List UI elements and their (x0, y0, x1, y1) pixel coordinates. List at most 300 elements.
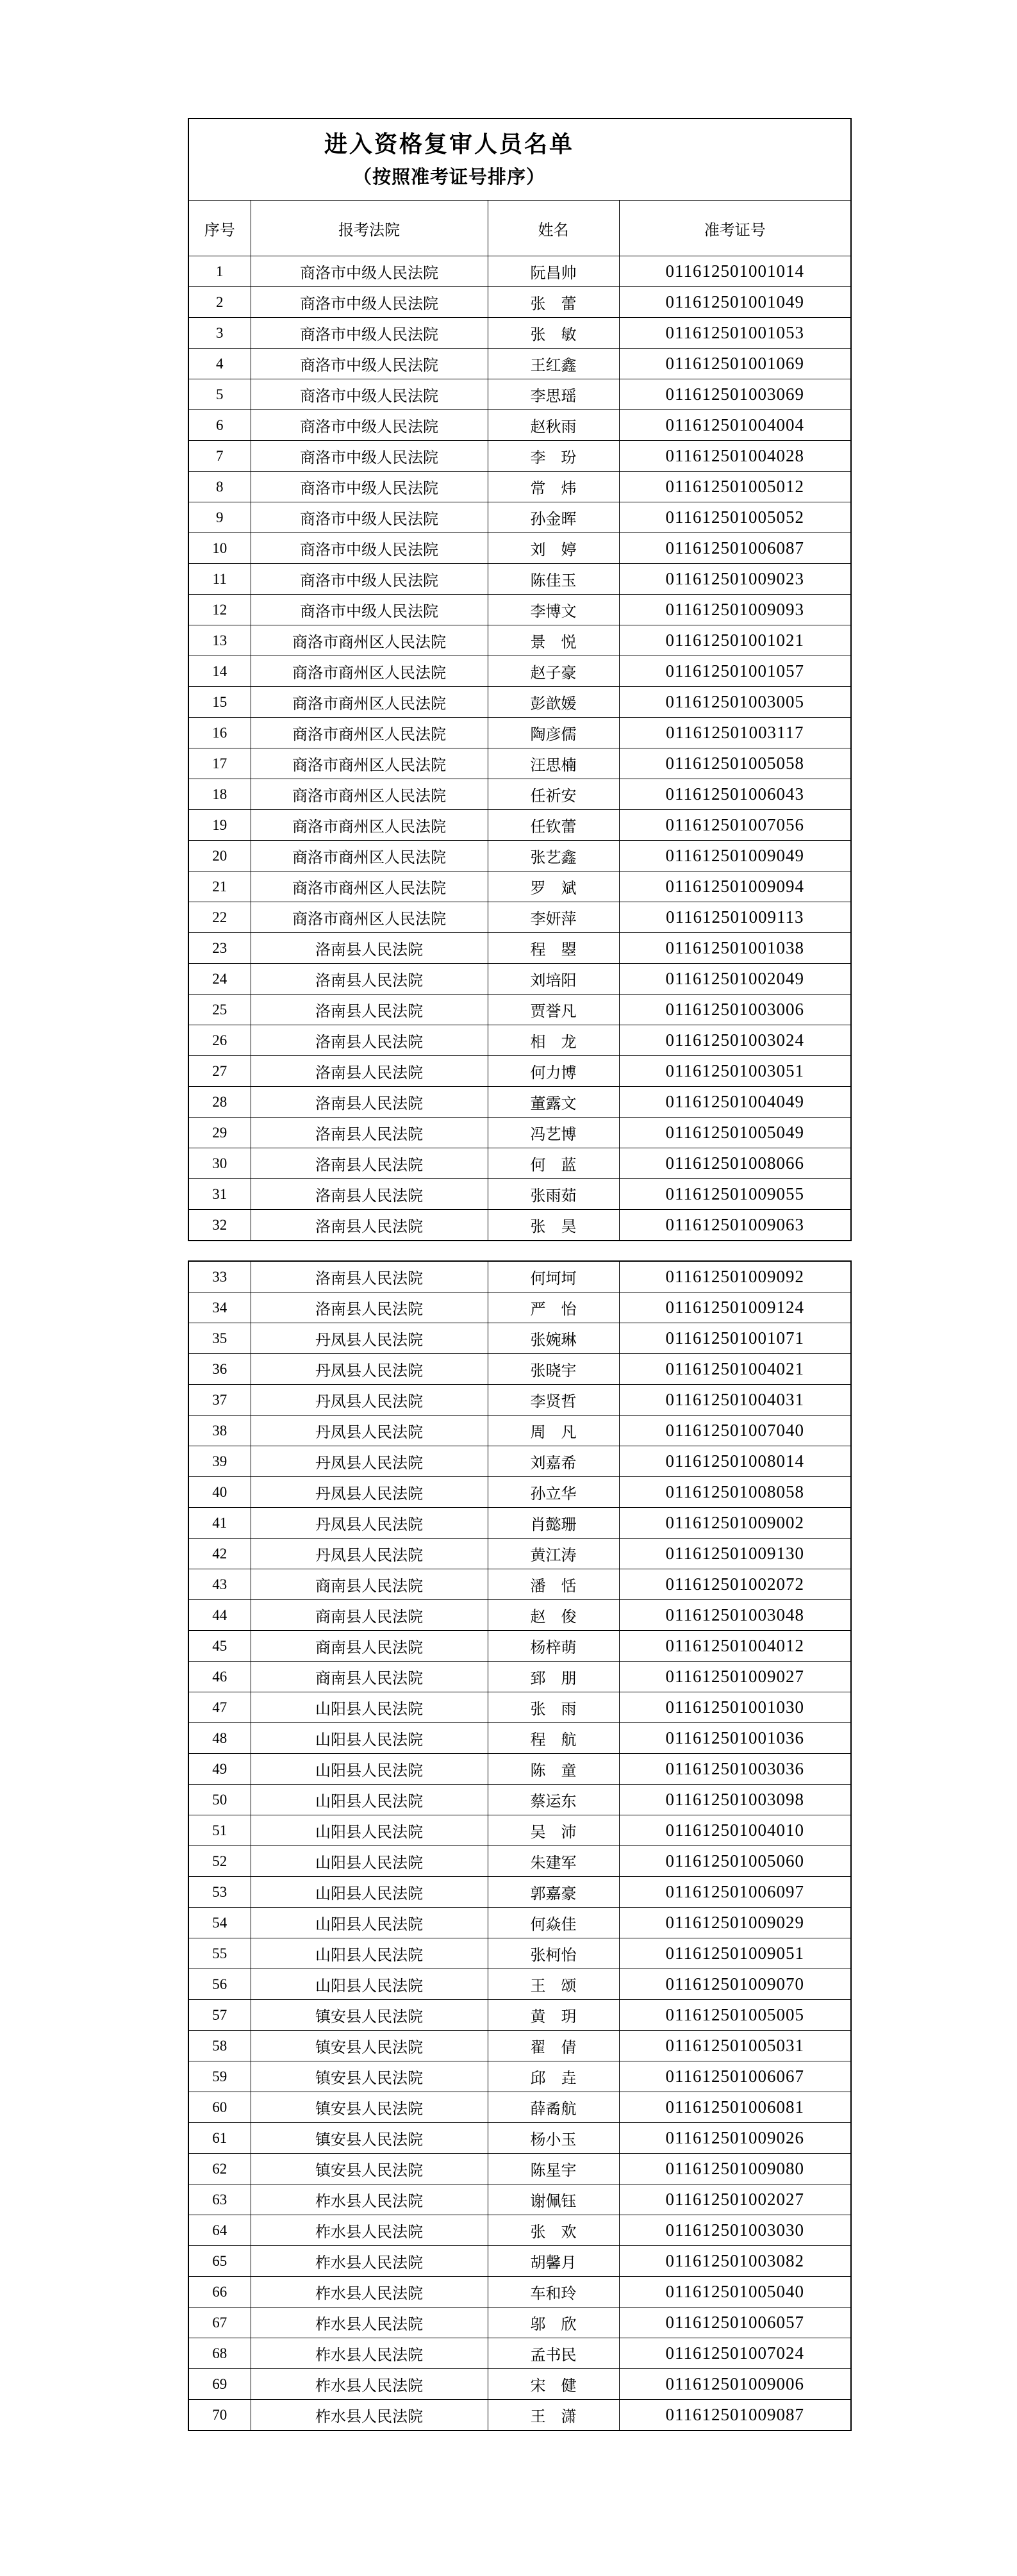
table-row (188, 2338, 851, 2369)
cell-ticket: 011612501004028 (619, 441, 851, 472)
cell-ticket: 011612501001053 (619, 318, 851, 349)
table-row (188, 779, 851, 810)
table-row (188, 2154, 851, 2184)
table-row (188, 748, 851, 779)
cell-ticket: 011612501003117 (619, 718, 851, 748)
cell-name: 陈佳玉 (488, 564, 619, 595)
cell-name: 冯艺博 (488, 1118, 619, 1148)
cell-court: 山阳县人民法院 (251, 1815, 488, 1846)
cell-ticket: 011612501006081 (619, 2092, 851, 2123)
table-row (188, 595, 851, 625)
cell-index: 25 (188, 995, 251, 1025)
table-row (188, 1210, 851, 1241)
cell-index: 27 (188, 1056, 251, 1087)
table-row (188, 472, 851, 502)
cell-court: 丹凤县人民法院 (251, 1354, 488, 1385)
cell-ticket: 011612501003098 (619, 1785, 851, 1815)
cell-index: 7 (188, 441, 251, 472)
cell-court: 商洛市商州区人民法院 (251, 902, 488, 933)
cell-court: 山阳县人民法院 (251, 1785, 488, 1815)
table-row (188, 933, 851, 964)
cell-index: 49 (188, 1754, 251, 1785)
cell-court: 山阳县人民法院 (251, 1692, 488, 1723)
cell-index: 50 (188, 1785, 251, 1815)
cell-court: 丹凤县人民法院 (251, 1477, 488, 1508)
cell-ticket: 011612501009027 (619, 1662, 851, 1692)
cell-name: 宋 健 (488, 2369, 619, 2400)
cell-name: 薛矞航 (488, 2092, 619, 2123)
cell-name: 孙立华 (488, 1477, 619, 1508)
cell-court: 商洛市商州区人民法院 (251, 656, 488, 687)
cell-index: 22 (188, 902, 251, 933)
roster-table-section-2 (188, 1260, 852, 2431)
cell-index: 56 (188, 1969, 251, 2000)
cell-name: 张 雨 (488, 1692, 619, 1723)
cell-name: 刘嘉希 (488, 1446, 619, 1477)
cell-name: 邱 垚 (488, 2061, 619, 2092)
table-row (188, 1477, 851, 1508)
page-title: 进入资格复审人员名单 (324, 131, 575, 158)
cell-index: 10 (188, 533, 251, 564)
cell-name: 车和玲 (488, 2277, 619, 2308)
table-row (188, 349, 851, 379)
cell-ticket: 011612501006057 (619, 2308, 851, 2338)
cell-court: 丹凤县人民法院 (251, 1416, 488, 1446)
cell-court: 商洛市中级人民法院 (251, 564, 488, 595)
cell-ticket: 011612501009002 (619, 1508, 851, 1539)
table-row (188, 1385, 851, 1416)
table-row (188, 2277, 851, 2308)
cell-index: 37 (188, 1385, 251, 1416)
cell-name: 彭歆媛 (488, 687, 619, 718)
cell-index: 54 (188, 1908, 251, 1938)
cell-index: 15 (188, 687, 251, 718)
cell-ticket: 011612501003069 (619, 379, 851, 410)
cell-ticket: 011612501009093 (619, 595, 851, 625)
cell-name: 黄 玥 (488, 2000, 619, 2031)
cell-court: 山阳县人民法院 (251, 1877, 488, 1908)
table-row (188, 2400, 851, 2431)
cell-court: 山阳县人民法院 (251, 1969, 488, 2000)
table-row (188, 2184, 851, 2215)
cell-name: 李思瑶 (488, 379, 619, 410)
cell-name: 周 凡 (488, 1416, 619, 1446)
table-row (188, 502, 851, 533)
cell-name: 何 蓝 (488, 1148, 619, 1179)
cell-index: 17 (188, 748, 251, 779)
cell-court: 柞水县人民法院 (251, 2184, 488, 2215)
cell-name: 谢佩钰 (488, 2184, 619, 2215)
table-header-row (188, 201, 851, 256)
cell-court: 商洛市中级人民法院 (251, 595, 488, 625)
cell-name: 严 怡 (488, 1292, 619, 1323)
cell-index: 66 (188, 2277, 251, 2308)
table-title-cell (188, 119, 851, 201)
cell-index: 68 (188, 2338, 251, 2369)
cell-court: 丹凤县人民法院 (251, 1323, 488, 1354)
cell-name: 张 蕾 (488, 287, 619, 318)
cell-name: 任祈安 (488, 779, 619, 810)
cell-court: 洛南县人民法院 (251, 1087, 488, 1118)
cell-ticket: 011612501009063 (619, 1210, 851, 1241)
cell-name: 陶彦儒 (488, 718, 619, 748)
cell-court: 商洛市中级人民法院 (251, 533, 488, 564)
column-header-court: 报考法院 (251, 201, 488, 256)
cell-index: 38 (188, 1416, 251, 1446)
cell-court: 山阳县人民法院 (251, 1846, 488, 1877)
table-row (188, 287, 851, 318)
table-row (188, 1148, 851, 1179)
cell-name: 何坷坷 (488, 1261, 619, 1292)
table-row (188, 1539, 851, 1569)
cell-name: 程 航 (488, 1723, 619, 1754)
cell-ticket: 011612501009023 (619, 564, 851, 595)
table-row (188, 1846, 851, 1877)
cell-ticket: 011612501003006 (619, 995, 851, 1025)
table-row (188, 1723, 851, 1754)
cell-index: 14 (188, 656, 251, 687)
cell-ticket: 011612501001030 (619, 1692, 851, 1723)
cell-name: 董露文 (488, 1087, 619, 1118)
cell-court: 商洛市商州区人民法院 (251, 687, 488, 718)
cell-name: 蔡运东 (488, 1785, 619, 1815)
table-row (188, 1056, 851, 1087)
cell-court: 商洛市中级人民法院 (251, 379, 488, 410)
cell-name: 程 曌 (488, 933, 619, 964)
cell-index: 41 (188, 1508, 251, 1539)
cell-name: 杨梓萌 (488, 1631, 619, 1662)
cell-court: 商洛市商州区人民法院 (251, 841, 488, 871)
cell-court: 镇安县人民法院 (251, 2154, 488, 2184)
cell-name: 孟书民 (488, 2338, 619, 2369)
cell-index: 44 (188, 1600, 251, 1631)
cell-index: 29 (188, 1118, 251, 1148)
cell-name: 张 敏 (488, 318, 619, 349)
cell-name: 肖懿珊 (488, 1508, 619, 1539)
cell-index: 21 (188, 871, 251, 902)
cell-name: 何力博 (488, 1056, 619, 1087)
cell-ticket: 011612501006043 (619, 779, 851, 810)
cell-name: 张婉琳 (488, 1323, 619, 1354)
cell-index: 8 (188, 472, 251, 502)
table-row (188, 379, 851, 410)
cell-index: 16 (188, 718, 251, 748)
cell-court: 洛南县人民法院 (251, 1179, 488, 1210)
cell-index: 59 (188, 2061, 251, 2092)
cell-index: 12 (188, 595, 251, 625)
column-header-name: 姓名 (488, 201, 619, 256)
cell-ticket: 011612501001038 (619, 933, 851, 964)
cell-index: 70 (188, 2400, 251, 2431)
cell-name: 杨小玉 (488, 2123, 619, 2154)
cell-court: 商南县人民法院 (251, 1600, 488, 1631)
cell-name: 郭嘉豪 (488, 1877, 619, 1908)
cell-ticket: 011612501005040 (619, 2277, 851, 2308)
cell-index: 65 (188, 2246, 251, 2277)
cell-name: 张 昊 (488, 1210, 619, 1241)
cell-ticket: 011612501009124 (619, 1292, 851, 1323)
cell-name: 王 潇 (488, 2400, 619, 2431)
cell-ticket: 011612501008058 (619, 1477, 851, 1508)
table-row (188, 1354, 851, 1385)
cell-ticket: 011612501001021 (619, 625, 851, 656)
cell-court: 商南县人民法院 (251, 1569, 488, 1600)
cell-name: 吴 沛 (488, 1815, 619, 1846)
cell-ticket: 011612501003030 (619, 2215, 851, 2246)
cell-index: 33 (188, 1261, 251, 1292)
cell-index: 42 (188, 1539, 251, 1569)
table-row (188, 1323, 851, 1354)
cell-ticket: 011612501009092 (619, 1261, 851, 1292)
cell-name: 何焱佳 (488, 1908, 619, 1938)
cell-ticket: 011612501007056 (619, 810, 851, 841)
cell-name: 阮昌帅 (488, 256, 619, 287)
table-row (188, 1662, 851, 1692)
table-row (188, 1754, 851, 1785)
table-row (188, 1446, 851, 1477)
cell-ticket: 011612501005049 (619, 1118, 851, 1148)
cell-court: 商洛市商州区人民法院 (251, 718, 488, 748)
cell-index: 36 (188, 1354, 251, 1385)
cell-ticket: 011612501006067 (619, 2061, 851, 2092)
cell-ticket: 011612501003082 (619, 2246, 851, 2277)
cell-ticket: 011612501009006 (619, 2369, 851, 2400)
cell-index: 57 (188, 2000, 251, 2031)
cell-name: 刘 婷 (488, 533, 619, 564)
cell-name: 刘培阳 (488, 964, 619, 995)
cell-ticket: 011612501009130 (619, 1539, 851, 1569)
table-row (188, 1877, 851, 1908)
cell-index: 47 (188, 1692, 251, 1723)
table-row (188, 1261, 851, 1292)
cell-ticket: 011612501009113 (619, 902, 851, 933)
cell-index: 45 (188, 1631, 251, 1662)
cell-ticket: 011612501005031 (619, 2031, 851, 2061)
cell-index: 43 (188, 1569, 251, 1600)
table-row (188, 2092, 851, 2123)
cell-name: 常 炜 (488, 472, 619, 502)
table-row (188, 1025, 851, 1056)
table-row (188, 2246, 851, 2277)
cell-ticket: 011612501009049 (619, 841, 851, 871)
cell-index: 46 (188, 1662, 251, 1692)
table-row (188, 1087, 851, 1118)
cell-court: 商洛市商州区人民法院 (251, 625, 488, 656)
cell-name: 张雨茹 (488, 1179, 619, 1210)
cell-index: 1 (188, 256, 251, 287)
cell-ticket: 011612501005052 (619, 502, 851, 533)
cell-ticket: 011612501004012 (619, 1631, 851, 1662)
roster-table-section-1 (188, 118, 852, 1241)
cell-ticket: 011612501008066 (619, 1148, 851, 1179)
cell-ticket: 011612501004010 (619, 1815, 851, 1846)
cell-court: 山阳县人民法院 (251, 1938, 488, 1969)
table-row (188, 1815, 851, 1846)
cell-name: 郅 朋 (488, 1662, 619, 1692)
cell-court: 商洛市中级人民法院 (251, 349, 488, 379)
table-row (188, 441, 851, 472)
roster-document (188, 118, 850, 2431)
roster-rows-1-32 (188, 256, 851, 1241)
table-row (188, 256, 851, 287)
cell-ticket: 011612501001014 (619, 256, 851, 287)
cell-ticket: 011612501003051 (619, 1056, 851, 1087)
cell-ticket: 011612501002049 (619, 964, 851, 995)
table-row (188, 1416, 851, 1446)
cell-court: 山阳县人民法院 (251, 1908, 488, 1938)
cell-court: 镇安县人民法院 (251, 2061, 488, 2092)
cell-court: 商洛市商州区人民法院 (251, 810, 488, 841)
cell-court: 洛南县人民法院 (251, 1118, 488, 1148)
table-row (188, 2000, 851, 2031)
table-row (188, 1508, 851, 1539)
cell-index: 52 (188, 1846, 251, 1877)
table-row (188, 1600, 851, 1631)
cell-court: 丹凤县人民法院 (251, 1508, 488, 1539)
cell-court: 丹凤县人民法院 (251, 1385, 488, 1416)
cell-name: 赵 俊 (488, 1600, 619, 1631)
table-row (188, 1938, 851, 1969)
cell-index: 3 (188, 318, 251, 349)
cell-court: 商南县人民法院 (251, 1662, 488, 1692)
cell-court: 柞水县人民法院 (251, 2308, 488, 2338)
cell-ticket: 011612501005058 (619, 748, 851, 779)
cell-index: 11 (188, 564, 251, 595)
cell-name: 王 颂 (488, 1969, 619, 2000)
cell-name: 陈星宇 (488, 2154, 619, 2184)
cell-court: 丹凤县人民法院 (251, 1446, 488, 1477)
cell-court: 洛南县人民法院 (251, 1261, 488, 1292)
cell-name: 邬 欣 (488, 2308, 619, 2338)
cell-index: 9 (188, 502, 251, 533)
cell-court: 商洛市中级人民法院 (251, 256, 488, 287)
cell-index: 18 (188, 779, 251, 810)
cell-ticket: 011612501003036 (619, 1754, 851, 1785)
table-row (188, 1118, 851, 1148)
table-row (188, 718, 851, 748)
cell-ticket: 011612501004004 (619, 410, 851, 441)
cell-ticket: 011612501005012 (619, 472, 851, 502)
cell-ticket: 011612501009080 (619, 2154, 851, 2184)
cell-court: 镇安县人民法院 (251, 2031, 488, 2061)
cell-name: 任钦蕾 (488, 810, 619, 841)
cell-index: 13 (188, 625, 251, 656)
cell-name: 景 悦 (488, 625, 619, 656)
cell-court: 商洛市商州区人民法院 (251, 748, 488, 779)
cell-name: 李妍萍 (488, 902, 619, 933)
cell-name: 李贤哲 (488, 1385, 619, 1416)
cell-ticket: 011612501006087 (619, 533, 851, 564)
cell-ticket: 011612501001049 (619, 287, 851, 318)
roster-rows-33-70 (188, 1261, 851, 2431)
cell-ticket: 011612501009070 (619, 1969, 851, 2000)
table-row (188, 656, 851, 687)
cell-index: 48 (188, 1723, 251, 1754)
cell-ticket: 011612501005005 (619, 2000, 851, 2031)
table-row (188, 1569, 851, 1600)
table-row (188, 2061, 851, 2092)
cell-court: 洛南县人民法院 (251, 964, 488, 995)
cell-court: 镇安县人民法院 (251, 2000, 488, 2031)
cell-name: 李 玢 (488, 441, 619, 472)
table-row (188, 625, 851, 656)
cell-index: 61 (188, 2123, 251, 2154)
cell-court: 洛南县人民法院 (251, 1148, 488, 1179)
cell-ticket: 011612501009094 (619, 871, 851, 902)
table-row (188, 1969, 851, 2000)
cell-ticket: 011612501008014 (619, 1446, 851, 1477)
cell-index: 4 (188, 349, 251, 379)
column-header-ticket: 准考证号 (619, 201, 851, 256)
cell-ticket: 011612501003048 (619, 1600, 851, 1631)
table-row (188, 995, 851, 1025)
cell-ticket: 011612501006097 (619, 1877, 851, 1908)
cell-name: 王红鑫 (488, 349, 619, 379)
table-row (188, 1292, 851, 1323)
cell-index: 53 (188, 1877, 251, 1908)
cell-court: 山阳县人民法院 (251, 1754, 488, 1785)
cell-index: 60 (188, 2092, 251, 2123)
cell-index: 6 (188, 410, 251, 441)
cell-ticket: 011612501009087 (619, 2400, 851, 2431)
cell-court: 商洛市商州区人民法院 (251, 779, 488, 810)
table-row (188, 810, 851, 841)
cell-name: 张 欢 (488, 2215, 619, 2246)
cell-name: 孙金晖 (488, 502, 619, 533)
table-row (188, 902, 851, 933)
cell-name: 胡馨月 (488, 2246, 619, 2277)
cell-name: 汪思楠 (488, 748, 619, 779)
cell-court: 商洛市中级人民法院 (251, 318, 488, 349)
cell-index: 40 (188, 1477, 251, 1508)
cell-ticket: 011612501004049 (619, 1087, 851, 1118)
cell-court: 商洛市中级人民法院 (251, 441, 488, 472)
cell-ticket: 011612501005060 (619, 1846, 851, 1877)
cell-name: 张柯怡 (488, 1938, 619, 1969)
table-row (188, 533, 851, 564)
cell-index: 5 (188, 379, 251, 410)
cell-ticket: 011612501007024 (619, 2338, 851, 2369)
cell-name: 罗 斌 (488, 871, 619, 902)
cell-index: 23 (188, 933, 251, 964)
cell-index: 51 (188, 1815, 251, 1846)
cell-ticket: 011612501002072 (619, 1569, 851, 1600)
cell-index: 30 (188, 1148, 251, 1179)
cell-ticket: 011612501009026 (619, 2123, 851, 2154)
cell-court: 洛南县人民法院 (251, 995, 488, 1025)
table-row (188, 1908, 851, 1938)
cell-index: 39 (188, 1446, 251, 1477)
cell-court: 商南县人民法院 (251, 1631, 488, 1662)
cell-index: 26 (188, 1025, 251, 1056)
cell-court: 丹凤县人民法院 (251, 1539, 488, 1569)
cell-ticket: 011612501001036 (619, 1723, 851, 1754)
cell-name: 李博文 (488, 595, 619, 625)
cell-index: 67 (188, 2308, 251, 2338)
table-row (188, 841, 851, 871)
table-row (188, 1631, 851, 1662)
cell-court: 柞水县人民法院 (251, 2215, 488, 2246)
cell-court: 商洛市商州区人民法院 (251, 871, 488, 902)
cell-court: 商洛市中级人民法院 (251, 502, 488, 533)
cell-name: 贾誉凡 (488, 995, 619, 1025)
table-row (188, 2369, 851, 2400)
cell-index: 35 (188, 1323, 251, 1354)
cell-index: 32 (188, 1210, 251, 1241)
cell-name: 朱建军 (488, 1846, 619, 1877)
cell-court: 山阳县人民法院 (251, 1723, 488, 1754)
cell-court: 洛南县人民法院 (251, 933, 488, 964)
